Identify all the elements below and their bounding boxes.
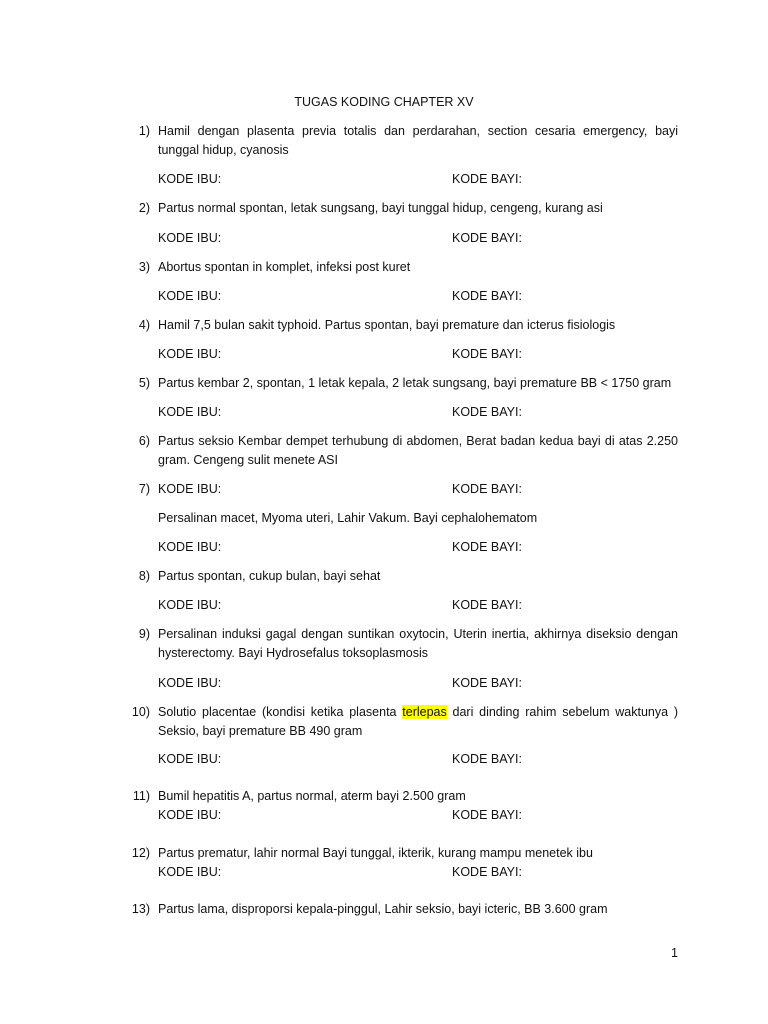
item-text-line: Bumil hepatitis A, partus normal, aterm bayi 2.500 gram xyxy=(158,789,466,803)
item-number: 10) xyxy=(131,705,150,719)
kode-row xyxy=(158,345,678,364)
kode-bayi-label: KODE BAYI: xyxy=(452,752,522,766)
item-text-line: Persalinan macet, Myoma uteri, Lahir Vakum. Bayi cephalohematom xyxy=(158,511,538,525)
kode-bayi-label: KODE BAYI: xyxy=(452,289,522,303)
item-text-line: Partus seksio Kembar dempet terhubung di abdomen, Berat badan kedua bayi di atas 2.250 xyxy=(158,434,678,448)
item-number: 11) xyxy=(132,789,150,803)
kode-bayi-label: KODE BAYI: xyxy=(452,540,522,554)
item-number: 4) xyxy=(138,318,150,332)
kode-row xyxy=(158,229,678,248)
item-text-segment: dari dinding rahim sebelum waktunya ) xyxy=(446,705,678,719)
kode-row xyxy=(158,596,678,615)
kode-bayi-label: KODE BAYI: xyxy=(452,598,522,612)
item-text-line: Partus spontan, cukup bulan, bayi sehat xyxy=(158,569,381,583)
item-text-line: Partus lama, disproporsi kepala-pinggul, Lahir seksio, bayi icteric, BB 3.600 gram xyxy=(158,902,608,916)
item-text-line xyxy=(158,703,678,722)
kode-bayi-label: KODE BAYI: xyxy=(452,172,522,186)
kode-row xyxy=(158,170,678,189)
kode-row xyxy=(158,863,678,882)
item-text-line: Partus normal spontan, letak sungsang, bayi tunggal hidup, cengeng, kurang asi xyxy=(158,201,603,215)
item-number: 3) xyxy=(138,260,150,274)
item-text-line: Partus kembar 2, spontan, 1 letak kepala, 2 letak sungsang, bayi premature BB < 1750 gram xyxy=(158,376,672,390)
kode-ibu-label: KODE IBU: xyxy=(158,172,222,186)
kode-row xyxy=(158,674,678,693)
page-number: 1 xyxy=(671,946,678,960)
kode-row xyxy=(158,750,678,769)
kode-ibu-label: KODE IBU: xyxy=(158,482,222,496)
kode-ibu-label: KODE IBU: xyxy=(158,231,222,245)
item-text-line: tunggal hidup, cyanosis xyxy=(158,143,289,157)
kode-bayi-label: KODE BAYI: xyxy=(452,405,522,419)
item-number: 8) xyxy=(138,569,150,583)
item-number: 5) xyxy=(138,376,150,390)
kode-row xyxy=(158,806,678,825)
item-number: 9) xyxy=(138,627,150,641)
kode-ibu-label: KODE IBU: xyxy=(158,289,222,303)
item-text-line: gram. Cengeng sulit menete ASI xyxy=(158,453,338,467)
kode-ibu-label: KODE IBU: xyxy=(158,808,222,822)
highlighted-word: terlepas xyxy=(402,705,447,719)
item-text-line: Abortus spontan in komplet, infeksi post kuret xyxy=(158,260,411,274)
kode-row xyxy=(158,287,678,306)
kode-bayi-label: KODE BAYI: xyxy=(452,482,522,496)
kode-ibu-label: KODE IBU: xyxy=(158,676,222,690)
kode-ibu-label: KODE IBU: xyxy=(158,752,222,766)
item-number: 2) xyxy=(138,201,150,215)
kode-ibu-label: KODE IBU: xyxy=(158,865,222,879)
item-number: 7) xyxy=(138,482,150,496)
kode-bayi-label: KODE BAYI: xyxy=(452,676,522,690)
kode-row xyxy=(158,538,678,557)
item-text-line: Seksio, bayi premature BB 490 gram xyxy=(158,724,363,738)
kode-bayi-label: KODE BAYI: xyxy=(452,347,522,361)
kode-bayi-label: KODE BAYI: xyxy=(452,231,522,245)
item-text-line: Partus prematur, lahir normal Bayi tunggal, ikterik, kurang mampu menetek ibu xyxy=(158,846,593,860)
item-text-segment: Solutio placentae (kondisi ketika plasenta xyxy=(158,705,403,719)
kode-row xyxy=(158,403,678,422)
item-text-line: hysterectomy. Bayi Hydrosefalus toksoplasmosis xyxy=(158,646,429,660)
kode-ibu-label: KODE IBU: xyxy=(158,405,222,419)
item-number: 13) xyxy=(131,902,150,916)
item-number: 12) xyxy=(131,846,150,860)
item-text-line: Hamil dengan plasenta previa totalis dan perdarahan, section cesaria emergency, bayi xyxy=(158,124,678,138)
item-text-line: Hamil 7,5 bulan sakit typhoid. Partus spontan, bayi premature dan icterus fisiologis xyxy=(158,318,616,332)
document-title: TUGAS KODING CHAPTER XV xyxy=(294,95,474,109)
kode-bayi-label: KODE BAYI: xyxy=(452,865,522,879)
item-text-line: Persalinan induksi gagal dengan suntikan oxytocin, Uterin inertia, akhirnya diseksio dengan xyxy=(158,627,678,641)
kode-ibu-label: KODE IBU: xyxy=(158,540,222,554)
kode-row xyxy=(158,480,678,499)
item-number: 6) xyxy=(138,434,150,448)
kode-bayi-label: KODE BAYI: xyxy=(452,808,522,822)
kode-ibu-label: KODE IBU: xyxy=(158,347,222,361)
item-number: 1) xyxy=(138,124,150,138)
kode-ibu-label: KODE IBU: xyxy=(158,598,222,612)
